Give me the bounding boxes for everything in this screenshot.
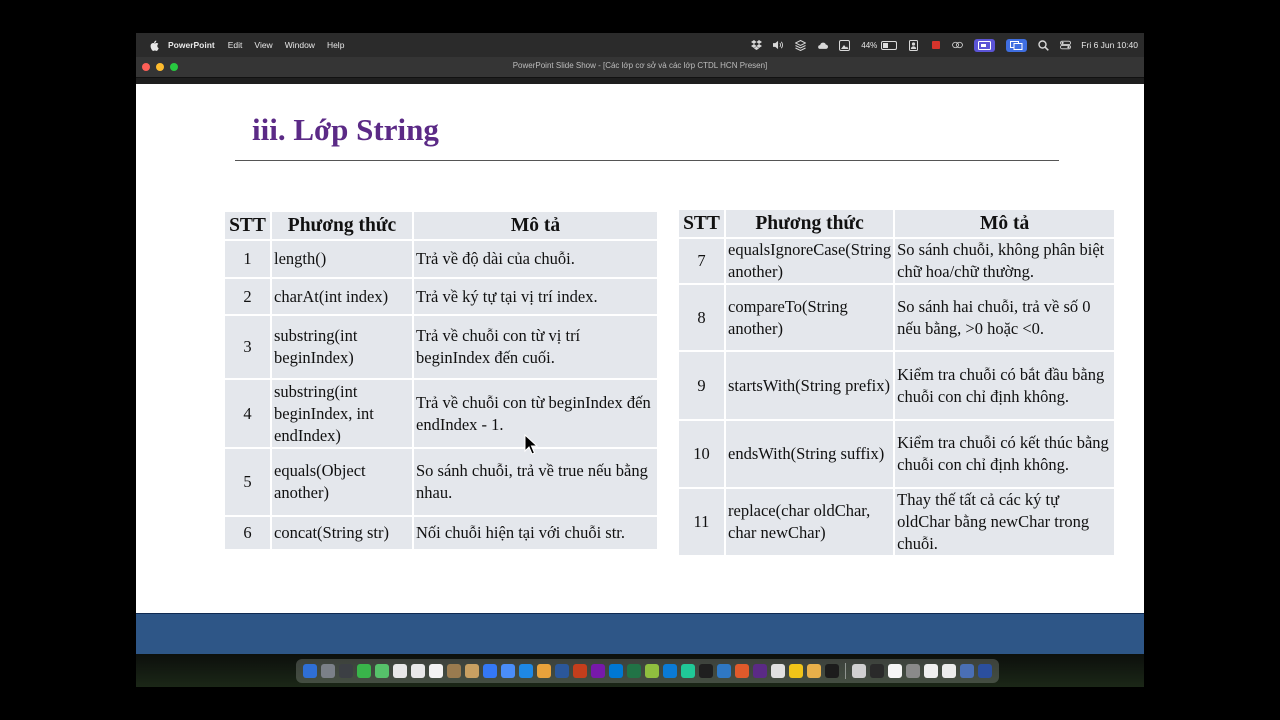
methods-table-left (225, 212, 657, 551)
dock-app-icon[interactable] (870, 664, 884, 678)
dock-app-icon[interactable] (852, 664, 866, 678)
battery-fill (883, 43, 888, 48)
dock-app-icon[interactable] (465, 664, 479, 678)
dock-app-icon[interactable] (447, 664, 461, 678)
dock-app-icon[interactable] (645, 664, 659, 678)
dock-app-icon[interactable] (303, 664, 317, 678)
method-description: So sánh hai chuỗi, trả về số 0 nếu bằng, >0 hoặc <0. (894, 284, 1114, 351)
method-name: equals(Object another) (271, 448, 413, 516)
header-method: Phương thức (725, 210, 894, 238)
row-number: 2 (225, 278, 271, 315)
battery-indicator[interactable] (861, 41, 897, 50)
menu-app-name[interactable]: PowerPoint (168, 40, 215, 50)
mouse-pointer-icon (524, 434, 538, 456)
dock-app-icon[interactable] (825, 664, 839, 678)
dock-app-icon[interactable] (627, 664, 641, 678)
row-number: 5 (225, 448, 271, 516)
screen-share-icon[interactable] (974, 39, 995, 52)
table-row (225, 516, 657, 550)
dock-app-icon[interactable] (609, 664, 623, 678)
title-divider (235, 160, 1059, 161)
screen (136, 33, 1144, 687)
row-number: 9 (679, 351, 725, 420)
menu-edit[interactable]: Edit (227, 40, 243, 50)
header-desc: Mô tả (413, 212, 657, 240)
record-stop-icon[interactable] (930, 40, 941, 51)
menu-bar (136, 33, 1144, 57)
method-description: So sánh chuỗi, không phân biệt chữ hoa/chữ thường. (894, 238, 1114, 284)
dock-app-icon[interactable] (519, 664, 533, 678)
method-description: So sánh chuỗi, trả về true nếu bằng nhau. (413, 448, 657, 516)
dock-app-icon[interactable] (906, 664, 920, 678)
table-row (225, 315, 657, 379)
dock-app-icon[interactable] (735, 664, 749, 678)
method-description: Trả về độ dài của chuỗi. (413, 240, 657, 278)
menu-view[interactable]: View (254, 40, 273, 50)
dock-app-icon[interactable] (717, 664, 731, 678)
row-number: 8 (679, 284, 725, 351)
control-center-icon[interactable] (1060, 40, 1071, 51)
dock-app-icon[interactable] (483, 664, 497, 678)
dock-app-icon[interactable] (753, 664, 767, 678)
dock-app-icon[interactable] (537, 664, 551, 678)
dock-app-icon[interactable] (789, 664, 803, 678)
method-name: equalsIgnoreCase(String another) (725, 238, 894, 284)
method-description: Trả về chuỗi con từ beginIndex đến endIndex - 1. (413, 379, 657, 448)
dock-app-icon[interactable] (573, 664, 587, 678)
menu-window[interactable]: Window (284, 40, 315, 50)
slide-title: iii. Lớp String (252, 112, 439, 147)
dock-app-icon[interactable] (888, 664, 902, 678)
dock-app-icon[interactable] (960, 664, 974, 678)
row-number: 7 (679, 238, 725, 284)
table-header-row (679, 210, 1114, 238)
person-icon[interactable] (908, 40, 919, 51)
method-name: charAt(int index) (271, 278, 413, 315)
dock-app-icon[interactable] (771, 664, 785, 678)
camera-icon[interactable] (839, 40, 850, 51)
table-row (225, 240, 657, 278)
status-area (740, 33, 1138, 57)
battery-percent: 44% (861, 40, 878, 50)
slide-footer-bar (136, 613, 1144, 654)
dock-app-icon[interactable] (924, 664, 938, 678)
slide (136, 84, 1144, 613)
table-row (679, 284, 1114, 351)
row-number: 10 (679, 420, 725, 488)
dock-app-icon[interactable] (501, 664, 515, 678)
cloud-icon[interactable] (817, 40, 828, 51)
table-row (679, 420, 1114, 488)
window-title: PowerPoint Slide Show - [Các lớp cơ sở và các lớp CTDL HCN Presen] (512, 61, 768, 70)
method-description: Kiểm tra chuỗi có bắt đầu bằng chuỗi con chỉ định không. (894, 351, 1114, 420)
stack-icon[interactable] (795, 40, 806, 51)
header-desc: Mô tả (894, 210, 1114, 238)
table-header-row (225, 212, 657, 240)
method-name: endsWith(String suffix) (725, 420, 894, 488)
method-name: length() (271, 240, 413, 278)
menu-bar-left (136, 40, 356, 51)
row-number: 6 (225, 516, 271, 550)
method-name: replace(char oldChar, char newChar) (725, 488, 894, 556)
table-row (679, 488, 1114, 556)
row-number: 4 (225, 379, 271, 448)
dock-app-icon[interactable] (591, 664, 605, 678)
method-description: Kiểm tra chuỗi có kết thúc bằng chuỗi con chỉ định không. (894, 420, 1114, 488)
method-description: Thay thế tất cả các ký tự oldChar bằng newChar trong chuỗi. (894, 488, 1114, 556)
dock-app-icon[interactable] (942, 664, 956, 678)
dock-separator (845, 663, 846, 679)
method-name: substring(int beginIndex) (271, 315, 413, 379)
table-row (225, 448, 657, 516)
link-icon[interactable] (952, 40, 963, 51)
dock-app-icon[interactable] (411, 664, 425, 678)
menu-help[interactable]: Help (326, 40, 345, 50)
dock (296, 659, 999, 683)
dock-app-icon[interactable] (681, 664, 695, 678)
method-name: compareTo(String another) (725, 284, 894, 351)
methods-table-right (679, 210, 1114, 557)
method-description: Trả về chuỗi con từ vị trí beginIndex đến cuối. (413, 315, 657, 379)
table-row (225, 379, 657, 448)
table-row (679, 238, 1114, 284)
dock-app-icon[interactable] (375, 664, 389, 678)
dropbox-icon[interactable] (751, 40, 762, 51)
stage-manager-icon[interactable] (1006, 39, 1027, 52)
method-description: Trả về ký tự tại vị trí index. (413, 278, 657, 315)
header-stt: STT (679, 210, 725, 238)
dock-app-icon[interactable] (393, 664, 407, 678)
dock-app-icon[interactable] (321, 664, 335, 678)
dock-app-icon[interactable] (699, 664, 713, 678)
dock-app-icon[interactable] (357, 664, 371, 678)
dock-app-icon[interactable] (339, 664, 353, 678)
header-method: Phương thức (271, 212, 413, 240)
row-number: 1 (225, 240, 271, 278)
header-stt: STT (225, 212, 271, 240)
volume-icon[interactable] (773, 40, 784, 51)
table-row (679, 351, 1114, 420)
method-description: Nối chuỗi hiện tại với chuỗi str. (413, 516, 657, 550)
row-number: 11 (679, 488, 725, 556)
dock-app-icon[interactable] (555, 664, 569, 678)
search-icon[interactable] (1038, 40, 1049, 51)
row-number: 3 (225, 315, 271, 379)
apple-icon[interactable] (149, 40, 159, 51)
dock-app-icon[interactable] (663, 664, 677, 678)
table-row (225, 278, 657, 315)
battery-icon (881, 41, 897, 50)
dock-app-icon[interactable] (429, 664, 443, 678)
window-titlebar (136, 57, 1144, 78)
menubar-clock[interactable]: Fri 6 Jun 10:40 (1081, 40, 1138, 50)
method-name: startsWith(String prefix) (725, 351, 894, 420)
dock-app-icon[interactable] (978, 664, 992, 678)
method-name: substring(int beginIndex, int endIndex) (271, 379, 413, 448)
method-name: concat(String str) (271, 516, 413, 550)
dock-app-icon[interactable] (807, 664, 821, 678)
